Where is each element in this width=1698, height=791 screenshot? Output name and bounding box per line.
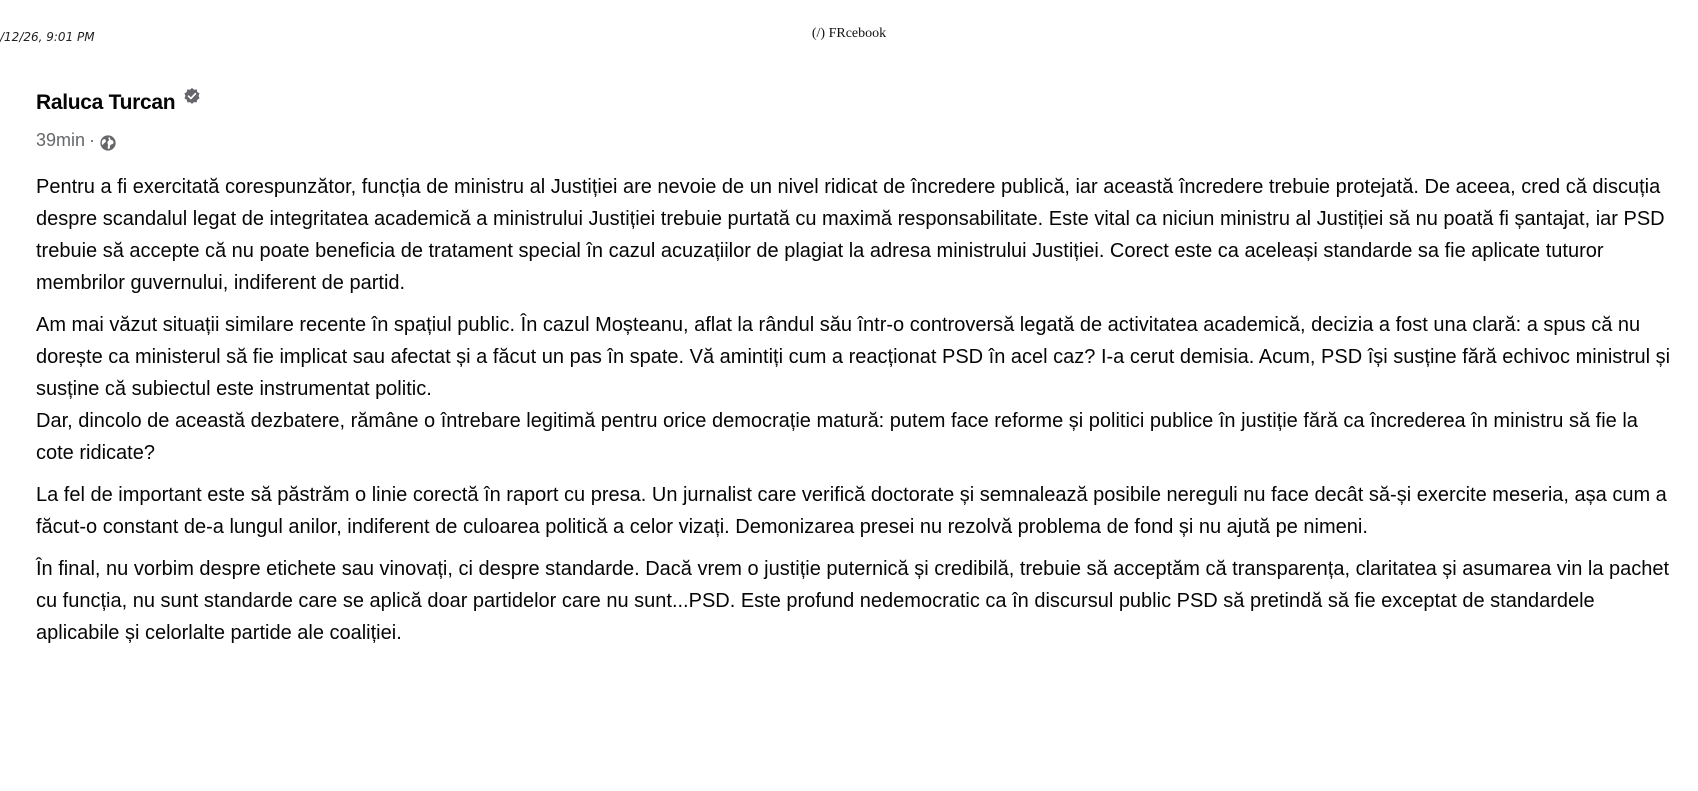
print-page-title: (/) FRcebook [811,26,887,41]
post-body [36,171,1676,649]
post-meta [36,130,1676,151]
verified-badge-icon [183,87,201,105]
globe-icon[interactable] [99,134,117,152]
post-timestamp-link[interactable]: 39min [36,130,86,150]
post-paragraph: Am mai văzut situații similare recente în spațiul public. În cazul Moșteanu, aflat la rândul său într-o controversă legată de activitatea academică, decizia a fost una clară: a spus că nu dorește ca ministerul să fie implicat sau afectat și a făcut un pas în spate. Vă amintiți cum a reacționat PSD în acel caz? I-a cerut demisia. Acum, PSD își susține fără echivoc ministrul și susține că subiectul este instrumentat politic. Dar, dincolo de această dezbatere, rămâne o întrebare legitimă pentru orice democrație matură: putem face reforme și politici publice în justiție fără ca încrederea în ministru să fie la cote ridicate? [36,314,1671,464]
meta-separator: · [89,130,96,150]
facebook-post [36,88,1676,659]
author-name-link[interactable]: Raluca Turcan [36,91,176,114]
post-paragraph: În final, nu vorbim despre etichete sau vinovați, ci despre standarde. Dacă vrem o justiție puternică și credibilă, trebuie să acceptăm că transparența, claritatea și asumarea vin la pachet cu funcția, nu sunt standarde care se aplică doar partidelor care nu sunt...PSD. Este profund nedemocratic ca în discursul public PSD să pretindă să fie exceptat de standardele aplicabile și celorlalte partide ale coaliției. [36,558,1670,644]
post-header [36,88,1676,118]
post-paragraph: Pentru a fi exercitată corespunzător, funcția de ministru al Justiției are nevoie de un nivel ridicat de încredere publică, iar această încredere trebuie protejată. De aceea, cred că discuția despre scandalul legat de integritatea academică a ministrului Justiției trebuie purtată cu maximă responsabilitate. Este vital ca niciun ministru al Justiției să nu poată fi șantajat, iar PSD trebuie să accepte că nu poate beneficia de tratament special în cazul acuzațiilor de plagiat la adresa ministrului Justiției. Corect este ca aceleași standarde sa fie aplicate tuturor membrilor guvernului, indiferent de partid. [36,176,1665,294]
post-paragraph: La fel de important este să păstrăm o linie corectă în raport cu presa. Un jurnalist care verifică doctorate și semnalează posibile nereguli nu face decât să-și exercite meseria, așa cum a făcut-o constant de-a lungul anilor, indiferent de culoarea politică a celor vizați. Demonizarea presei nu rezolvă problema de fond și nu ajută pe nimeni. [36,484,1667,538]
print-date: /12/26, 9:01 PM [0,30,95,44]
